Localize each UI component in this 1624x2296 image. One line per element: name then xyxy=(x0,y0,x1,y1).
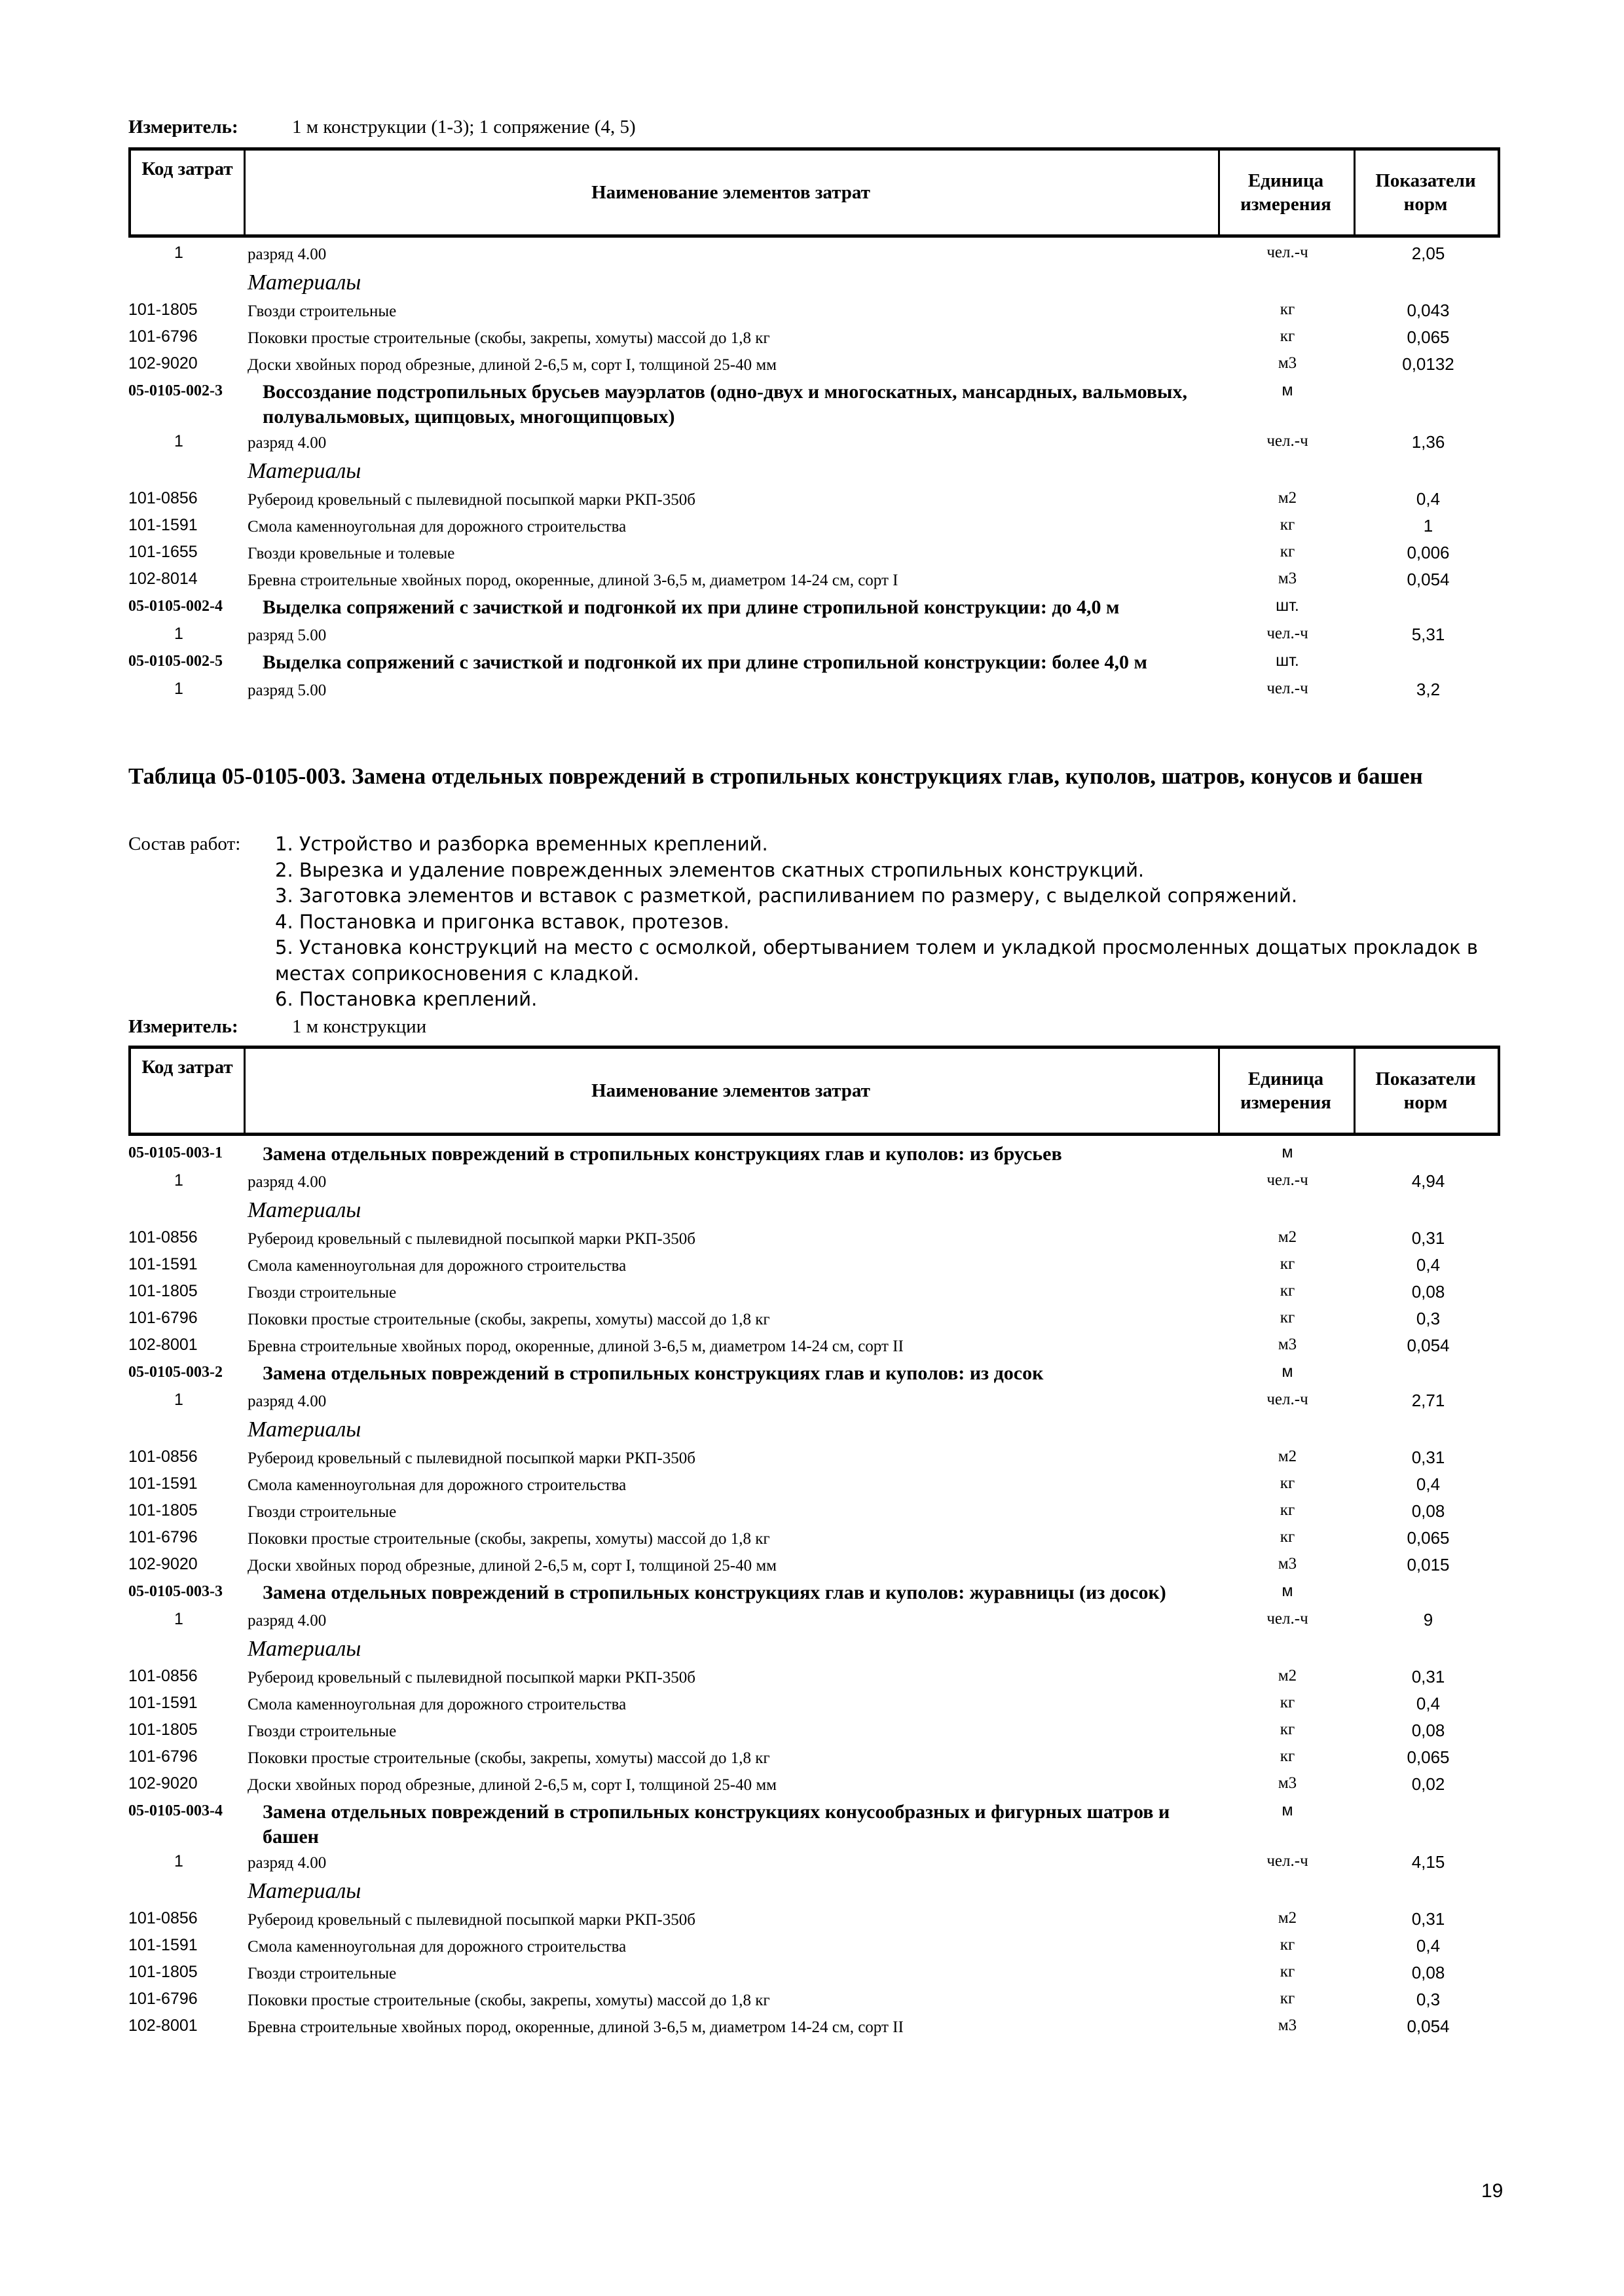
table-row-mat xyxy=(128,1552,1500,1579)
unit: м xyxy=(1282,1801,1293,1819)
cost-code: 102-8001 xyxy=(128,2016,198,2035)
cost-code: 101-6796 xyxy=(128,1528,198,1546)
unit: м2 xyxy=(1278,1448,1297,1465)
item-name: Гвозди строительные xyxy=(248,1965,397,1982)
item-name: Смола каменноугольная для дорожного строительства xyxy=(248,1476,627,1494)
table-row-mat xyxy=(128,325,1500,352)
unit: кг xyxy=(1280,1721,1295,1738)
table-row-mat xyxy=(128,1306,1500,1333)
norm-value: 0,31 xyxy=(1411,1667,1445,1686)
unit: м xyxy=(1282,1362,1293,1381)
table-row-mat xyxy=(128,1333,1500,1360)
unit: кг xyxy=(1280,301,1295,318)
cost-code: 101-1805 xyxy=(128,1501,198,1520)
composition-item: 1. Устройство и разборка временных креплений. xyxy=(275,833,768,855)
cost-code: 101-0856 xyxy=(128,1667,198,1685)
table-row-mat xyxy=(128,1906,1500,1933)
item-name: разряд 4.00 xyxy=(248,246,327,263)
unit: чел.-ч xyxy=(1266,680,1308,697)
measure-label: Измеритель: xyxy=(128,117,238,137)
norm-value: 0,4 xyxy=(1416,1255,1441,1275)
norm-value: 0,08 xyxy=(1411,1501,1445,1521)
unit: чел.-ч xyxy=(1266,625,1308,642)
table-row-mat xyxy=(128,1499,1500,1525)
cost-code: 101-6796 xyxy=(128,327,198,346)
norm-value: 0,4 xyxy=(1416,1474,1441,1494)
norm-value: 0,065 xyxy=(1407,327,1450,347)
item-name: Смола каменноугольная для дорожного строительства xyxy=(248,518,627,536)
table-row-section xyxy=(128,456,1500,486)
item-name: Доски хвойных пород обрезные, длиной 2-6,5 м, сорт I, толщиной 25-40 мм xyxy=(248,1776,777,1794)
norm-value: 9 xyxy=(1423,1610,1433,1630)
cost-code: 102-8014 xyxy=(128,570,198,588)
measure-value: 1 м конструкции (1-3); 1 сопряжение (4, 5) xyxy=(292,117,636,137)
item-name: разряд 4.00 xyxy=(248,1612,327,1630)
norm-value: 0,043 xyxy=(1407,301,1450,320)
cost-code: 101-1655 xyxy=(128,543,198,561)
cost-code: 05-0105-003-3 xyxy=(128,1583,223,1600)
table-row-mat xyxy=(128,567,1500,594)
materials-heading: Материалы xyxy=(248,459,361,483)
item-name: Рубероид кровельный с пылевидной посыпкой марки РКП-350б xyxy=(248,1911,695,1929)
item-name: Доски хвойных пород обрезные, длиной 2-6,5 м, сорт I, толщиной 25-40 мм xyxy=(248,356,777,374)
norm-value: 0,08 xyxy=(1411,1963,1445,1982)
table-row-section xyxy=(128,1876,1500,1906)
norm-value: 0,02 xyxy=(1411,1774,1445,1794)
composition-item: 5. Установка конструкций на место с осмолкой, обертыванием толем и укладкой просмоленных дощатых прокладок в местах соприкосновения с кладкой. xyxy=(275,936,1478,985)
unit: чел.-ч xyxy=(1266,1852,1308,1870)
table-row-mat xyxy=(128,1718,1500,1745)
table-row-section xyxy=(128,1415,1500,1445)
cost-code: 101-6796 xyxy=(128,1747,198,1766)
norm-value: 0,4 xyxy=(1416,1694,1441,1713)
table-row-mat xyxy=(128,1472,1500,1499)
cost-code: 101-1591 xyxy=(128,1255,198,1273)
item-name: разряд 5.00 xyxy=(248,682,327,699)
composition-item: 3. Заготовка элементов и вставок с разметкой, распиливанием по размеру, с выделкой сопряжений. xyxy=(275,884,1298,907)
unit: м3 xyxy=(1278,1555,1297,1573)
unit: чел.-ч xyxy=(1266,244,1308,261)
norm-value: 0,08 xyxy=(1411,1721,1445,1740)
unit: кг xyxy=(1280,1694,1295,1711)
cost-code: 102-8001 xyxy=(128,1336,198,1354)
table-row-head xyxy=(128,594,1500,622)
unit: м xyxy=(1282,1143,1293,1161)
item-name: Рубероид кровельный с пылевидной посыпкой марки РКП-350б xyxy=(248,1230,695,1248)
item-name: Смола каменноугольная для дорожного строительства xyxy=(248,1257,627,1275)
cost-code: 101-6796 xyxy=(128,1990,198,2008)
cost-code: 101-1805 xyxy=(128,301,198,319)
norm-value: 2,71 xyxy=(1411,1391,1445,1410)
item-name: разряд 5.00 xyxy=(248,627,327,644)
norm-value: 1 xyxy=(1423,516,1433,536)
table-row-mat xyxy=(128,298,1500,325)
unit: м2 xyxy=(1278,1228,1297,1246)
cost-code: 05-0105-003-2 xyxy=(128,1364,223,1381)
cost-code: 101-0856 xyxy=(128,1228,198,1247)
table-body-1 xyxy=(128,241,1500,704)
table-row-labor xyxy=(128,1388,1500,1415)
unit: кг xyxy=(1280,1255,1295,1273)
table-row-mat xyxy=(128,1445,1500,1472)
norm-value: 0,3 xyxy=(1416,1990,1441,2009)
item-name: Гвозди строительные xyxy=(248,1722,397,1740)
item-name: Бревна строительные хвойных пород, окоренные, длиной 3-6,5 м, диаметром 14-24 см, сорт I xyxy=(248,572,898,589)
cost-code: 1 xyxy=(174,1171,183,1190)
norm-value: 0,015 xyxy=(1407,1555,1450,1575)
unit: кг xyxy=(1280,1282,1295,1300)
unit: кг xyxy=(1280,543,1295,560)
cost-code: 05-0105-002-3 xyxy=(128,382,223,399)
cost-code: 101-1805 xyxy=(128,1282,198,1300)
table-header-1 xyxy=(128,147,1500,238)
item-name: разряд 4.00 xyxy=(248,1173,327,1191)
item-name: разряд 4.00 xyxy=(248,1393,327,1410)
header-unit: Единица измерения xyxy=(1218,151,1356,234)
table-row-section xyxy=(128,1634,1500,1664)
item-name: Рубероид кровельный с пылевидной посыпкой марки РКП-350б xyxy=(248,491,695,509)
unit: кг xyxy=(1280,1990,1295,2007)
norm-value: 0,4 xyxy=(1416,1936,1441,1956)
composition-list xyxy=(275,831,1500,1013)
norm-value: 0,31 xyxy=(1411,1909,1445,1929)
item-name: Доски хвойных пород обрезные, длиной 2-6,5 м, сорт I, толщиной 25-40 мм xyxy=(248,1557,777,1575)
unit: м3 xyxy=(1278,1336,1297,1353)
item-name: Поковки простые строительные (скобы, закрепы, хомуты) массой до 1,8 кг xyxy=(248,1749,770,1767)
norm-value: 1,36 xyxy=(1411,432,1445,452)
table-row-mat xyxy=(128,1933,1500,1960)
item-name: Гвозди строительные xyxy=(248,1284,397,1302)
item-name: Поковки простые строительные (скобы, закрепы, хомуты) массой до 1,8 кг xyxy=(248,1530,770,1548)
cost-code: 1 xyxy=(174,432,183,450)
cost-code: 101-0856 xyxy=(128,1448,198,1466)
table-row-labor xyxy=(128,241,1500,268)
composition-label: Состав работ: xyxy=(128,833,241,854)
unit: м3 xyxy=(1278,1774,1297,1792)
cost-code: 1 xyxy=(174,1391,183,1409)
norm-value: 4,94 xyxy=(1411,1171,1445,1191)
item-name: Замена отдельных повреждений в стропильных конструкциях глав и куполов: из брусьев xyxy=(263,1143,1062,1165)
header-code: Код затрат xyxy=(131,151,246,234)
unit: кг xyxy=(1280,1501,1295,1519)
item-name: Поковки простые строительные (скобы, закрепы, хомуты) массой до 1,8 кг xyxy=(248,1311,770,1328)
cost-code: 101-1591 xyxy=(128,1474,198,1493)
norm-value: 0,054 xyxy=(1407,570,1450,589)
cost-code: 102-9020 xyxy=(128,1774,198,1793)
unit: кг xyxy=(1280,1963,1295,1980)
unit: м xyxy=(1282,1582,1293,1600)
item-name: Замена отдельных повреждений в стропильных конструкциях глав и куполов: из досок xyxy=(263,1362,1044,1384)
table-row-mat xyxy=(128,486,1500,513)
item-name: Поковки простые строительные (скобы, закрепы, хомуты) массой до 1,8 кг xyxy=(248,329,770,347)
unit: м3 xyxy=(1278,354,1297,372)
table-row-labor xyxy=(128,429,1500,456)
table-row-head xyxy=(128,1579,1500,1607)
header-name: Наименование элементов затрат xyxy=(244,151,1220,234)
table-row-labor xyxy=(128,622,1500,649)
unit: кг xyxy=(1280,1747,1295,1765)
item-name: Замена отдельных повреждений в стропильных конструкциях конусообразных и фигурных шатров и башен xyxy=(263,1801,1170,1848)
table-row-head xyxy=(128,1798,1500,1850)
unit: кг xyxy=(1280,1528,1295,1546)
item-name: Замена отдельных повреждений в стропильных конструкциях глав и куполов: журавницы (из досок) xyxy=(263,1582,1166,1603)
unit: шт. xyxy=(1276,596,1299,615)
norm-value: 0,054 xyxy=(1407,1336,1450,1355)
norm-value: 0,31 xyxy=(1411,1228,1445,1248)
table-row-mat xyxy=(128,513,1500,540)
table-row-labor xyxy=(128,1169,1500,1195)
unit: м2 xyxy=(1278,489,1297,507)
measure-line-1 xyxy=(128,117,636,138)
materials-heading: Материалы xyxy=(248,1417,361,1442)
unit: м xyxy=(1282,381,1293,399)
table-row-mat xyxy=(128,1664,1500,1691)
unit: чел.-ч xyxy=(1266,432,1308,450)
item-name: Воссоздание подстропильных брусьев мауэрлатов (одно-двух и многоскатных, мансардных, вальмовых, полувальмовых, щипцовых, многощипцовых) xyxy=(263,381,1187,428)
cost-code: 101-1591 xyxy=(128,516,198,534)
table-row-mat xyxy=(128,2014,1500,2041)
cost-code: 101-6796 xyxy=(128,1309,198,1327)
norm-value: 3,2 xyxy=(1416,680,1441,699)
item-name: Рубероид кровельный с пылевидной посыпкой марки РКП-350б xyxy=(248,1669,695,1686)
item-name: Рубероид кровельный с пылевидной посыпкой марки РКП-350б xyxy=(248,1449,695,1467)
table-row-mat xyxy=(128,352,1500,378)
unit: м2 xyxy=(1278,1909,1297,1927)
table-row-labor xyxy=(128,1850,1500,1876)
table-row-section xyxy=(128,268,1500,298)
measure-label: Измеритель: xyxy=(128,1016,238,1037)
item-name: Поковки простые строительные (скобы, закрепы, хомуты) массой до 1,8 кг xyxy=(248,1992,770,2009)
item-name: Смола каменноугольная для дорожного строительства xyxy=(248,1696,627,1713)
table-row-mat xyxy=(128,1691,1500,1718)
item-name: Гвозди строительные xyxy=(248,302,397,320)
composition-item: 4. Постановка и пригонка вставок, протезов. xyxy=(275,910,729,933)
unit: чел.-ч xyxy=(1266,1391,1308,1408)
table-2-title: Таблица 05-0105-003. Замена отдельных повреждений в стропильных конструкциях глав, куполов, шатров, конусов и башен xyxy=(128,763,1423,789)
composition-item: 2. Вырезка и удаление поврежденных элементов скатных стропильных конструкций. xyxy=(275,858,1145,881)
item-name: Выделка сопряжений с зачисткой и подгонкой их при длине стропильной конструкции: до 4,0 м xyxy=(263,596,1120,618)
cost-code: 1 xyxy=(174,1852,183,1870)
table-row-head xyxy=(128,1140,1500,1169)
table-row-head xyxy=(128,378,1500,429)
norm-value: 0,3 xyxy=(1416,1309,1441,1328)
cost-code: 101-0856 xyxy=(128,489,198,507)
cost-code: 05-0105-002-5 xyxy=(128,653,223,670)
norm-value: 0,006 xyxy=(1407,543,1450,562)
materials-heading: Материалы xyxy=(248,270,361,295)
cost-code: 101-1591 xyxy=(128,1936,198,1954)
norm-value: 0,054 xyxy=(1407,2016,1450,2036)
norm-value: 0,065 xyxy=(1407,1747,1450,1767)
measure-line-2 xyxy=(128,1016,426,1038)
unit: чел.-ч xyxy=(1266,1610,1308,1628)
unit: кг xyxy=(1280,516,1295,534)
materials-heading: Материалы xyxy=(248,1198,361,1222)
item-name: Бревна строительные хвойных пород, окоренные, длиной 3-6,5 м, диаметром 14-24 см, сорт II xyxy=(248,2018,904,2036)
cost-code: 1 xyxy=(174,625,183,643)
table-row-head xyxy=(128,1360,1500,1388)
composition-item: 6. Постановка креплений. xyxy=(275,988,538,1010)
norm-value: 0,065 xyxy=(1407,1528,1450,1548)
cost-code: 101-1805 xyxy=(128,1721,198,1739)
page-number: 19 xyxy=(1481,2180,1504,2202)
cost-code: 05-0105-003-4 xyxy=(128,1802,223,1819)
norm-value: 0,0132 xyxy=(1402,354,1454,374)
header-code: Код затрат xyxy=(131,1049,246,1133)
materials-heading: Материалы xyxy=(248,1879,361,1903)
unit: шт. xyxy=(1276,651,1299,670)
cost-code: 05-0105-003-1 xyxy=(128,1144,223,1161)
table-row-mat xyxy=(128,1772,1500,1798)
table-row-labor xyxy=(128,1607,1500,1634)
cost-code: 101-1805 xyxy=(128,1963,198,1981)
cost-code: 05-0105-002-4 xyxy=(128,598,223,615)
cost-code: 101-0856 xyxy=(128,1909,198,1927)
item-name: разряд 4.00 xyxy=(248,1854,327,1872)
materials-heading: Материалы xyxy=(248,1637,361,1661)
unit: чел.-ч xyxy=(1266,1171,1308,1189)
table-row-labor xyxy=(128,677,1500,704)
unit: м3 xyxy=(1278,2016,1297,2034)
table-row-mat xyxy=(128,1279,1500,1306)
table-row-mat xyxy=(128,540,1500,567)
unit: кг xyxy=(1280,1936,1295,1954)
unit: м3 xyxy=(1278,570,1297,587)
cost-code: 1 xyxy=(174,1610,183,1628)
table-row-mat xyxy=(128,1987,1500,2014)
norm-value: 2,05 xyxy=(1411,244,1445,263)
table-row-section xyxy=(128,1195,1500,1226)
work-composition xyxy=(128,831,1504,1013)
norm-value: 4,15 xyxy=(1411,1852,1445,1872)
item-name: Смола каменноугольная для дорожного строительства xyxy=(248,1938,627,1956)
norm-value: 5,31 xyxy=(1411,625,1445,644)
unit: кг xyxy=(1280,327,1295,345)
item-name: Гвозди строительные xyxy=(248,1503,397,1521)
cost-code: 102-9020 xyxy=(128,354,198,373)
header-name: Наименование элементов затрат xyxy=(244,1049,1220,1133)
table-row-mat xyxy=(128,1960,1500,1987)
table-body-2 xyxy=(128,1140,1500,2041)
measure-value: 1 м конструкции xyxy=(292,1016,427,1037)
cost-code: 1 xyxy=(174,244,183,262)
table-header-2 xyxy=(128,1046,1500,1136)
cost-code: 101-1591 xyxy=(128,1694,198,1712)
table-row-mat xyxy=(128,1745,1500,1772)
unit: кг xyxy=(1280,1474,1295,1492)
norm-value: 0,31 xyxy=(1411,1448,1445,1467)
cost-code: 1 xyxy=(174,680,183,698)
header-value: Показатели норм xyxy=(1375,1068,1476,1113)
item-name: разряд 4.00 xyxy=(248,434,327,452)
cost-code: 102-9020 xyxy=(128,1555,198,1573)
table-row-mat xyxy=(128,1252,1500,1279)
unit: кг xyxy=(1280,1309,1295,1326)
header-unit: Единица измерения xyxy=(1218,1049,1356,1133)
item-name: Бревна строительные хвойных пород, окоренные, длиной 3-6,5 м, диаметром 14-24 см, сорт II xyxy=(248,1338,904,1355)
table-row-mat xyxy=(128,1226,1500,1252)
unit: м2 xyxy=(1278,1667,1297,1685)
norm-value: 0,4 xyxy=(1416,489,1441,509)
table-row-head xyxy=(128,649,1500,677)
header-value: Показатели норм xyxy=(1375,170,1476,215)
item-name: Гвозди кровельные и толевые xyxy=(248,545,455,562)
norm-value: 0,08 xyxy=(1411,1282,1445,1302)
item-name: Выделка сопряжений с зачисткой и подгонкой их при длине стропильной конструкции: более 4,0 м xyxy=(263,651,1147,673)
table-row-mat xyxy=(128,1525,1500,1552)
